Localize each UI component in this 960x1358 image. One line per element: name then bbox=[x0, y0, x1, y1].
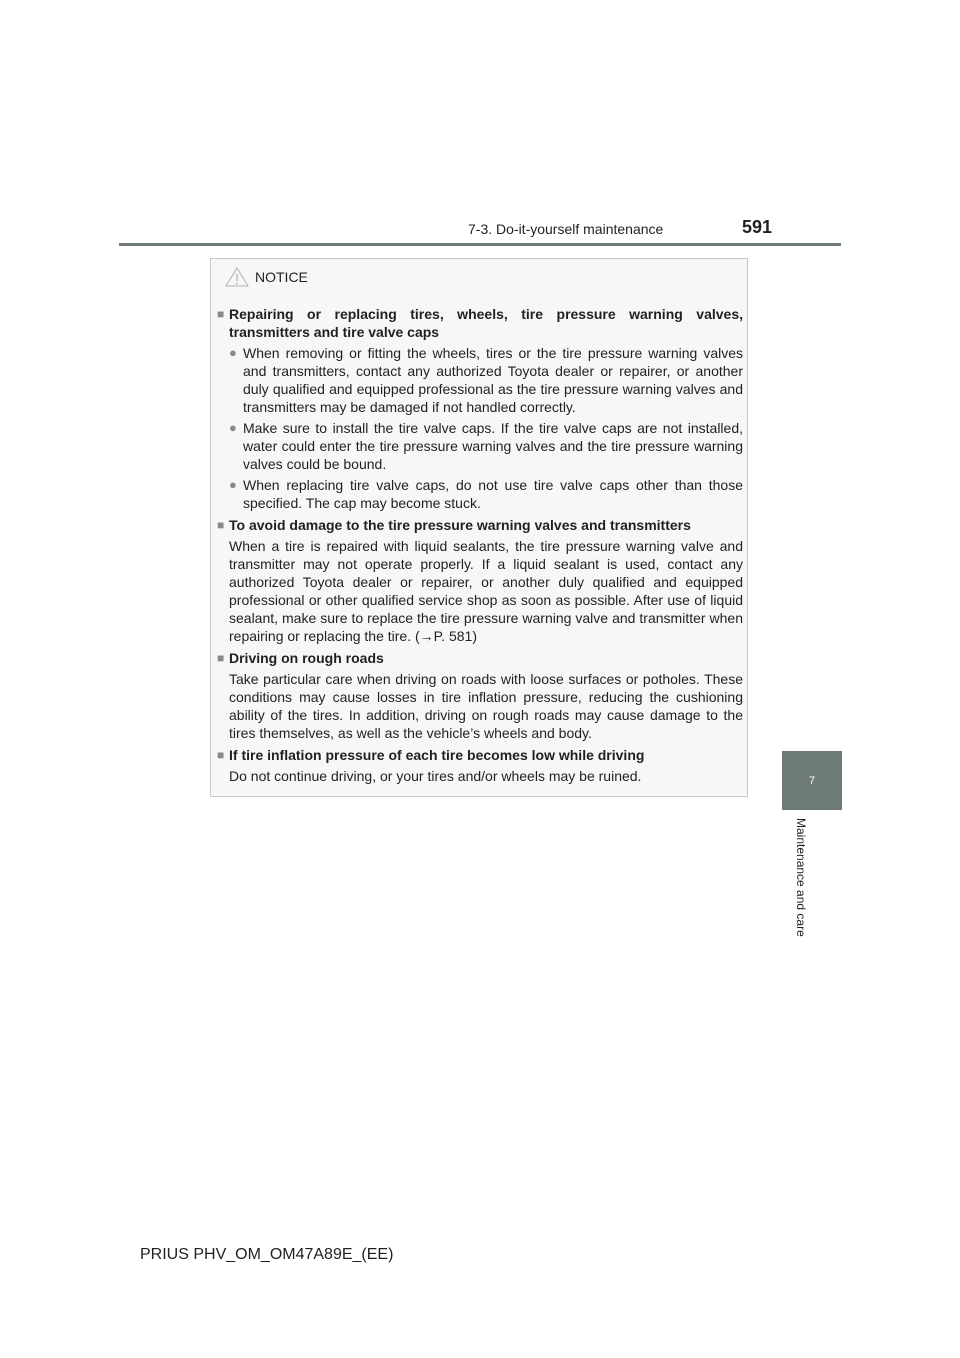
notice-content bbox=[217, 301, 743, 785]
list-item-text: Make sure to install the tire valve caps. If the tire valve caps are not installed, water could enter the tire pressure warning valves and the tire pressure warning valves could be bound. bbox=[243, 420, 743, 472]
section-title bbox=[217, 516, 743, 534]
section-title-text: If tire inflation pressure of each tire becomes low while driving bbox=[229, 747, 645, 763]
list-item bbox=[217, 476, 743, 512]
circle-bullet-icon: ● bbox=[229, 420, 237, 435]
header-rule bbox=[119, 243, 841, 246]
square-bullet-icon: ■ bbox=[217, 518, 225, 532]
section-paragraph: Do not continue driving, or your tires and/or wheels may be ruined. bbox=[229, 768, 642, 784]
notice-title: NOTICE bbox=[255, 269, 308, 285]
section-title bbox=[217, 649, 743, 667]
header-section-title: 7-3. Do-it-yourself maintenance bbox=[468, 221, 664, 237]
list-item bbox=[217, 419, 743, 473]
notice-box bbox=[210, 258, 748, 797]
footer-doc-id: PRIUS PHV_OM_OM47A89E_(EE) bbox=[140, 1246, 394, 1263]
page-number: 591 bbox=[742, 217, 773, 237]
square-bullet-icon: ■ bbox=[217, 651, 225, 665]
circle-bullet-icon: ● bbox=[229, 477, 237, 492]
square-bullet-icon: ■ bbox=[217, 748, 225, 762]
list-item bbox=[217, 344, 743, 416]
list-item-text: When removing or fitting the wheels, tires or the tire pressure warning valves and transmitters, contact any authorized Toyota dealer or repairer, or another duly qualified and equipped professional as the tire pressure warning valves and transmitters may be damaged if not handled correctly. bbox=[243, 345, 743, 415]
section-paragraph: Take particular care when driving on roads with loose surfaces or potholes. These conditions may cause losses in tire inflation pressure, reducing the cushioning ability of the tires. In addition, driving on rough roads may cause damage to the tires themselves, as well as the vehicle’s wheels and body. bbox=[229, 671, 743, 741]
section-title-text: Driving on rough roads bbox=[229, 650, 384, 666]
chapter-tab bbox=[782, 751, 842, 810]
list-item-text: When replacing tire valve caps, do not use tire valve caps other than those specified. The cap may become stuck. bbox=[243, 477, 743, 511]
circle-bullet-icon: ● bbox=[229, 345, 237, 360]
square-bullet-icon: ■ bbox=[217, 307, 225, 321]
warning-triangle-icon bbox=[225, 267, 249, 287]
section-title bbox=[217, 746, 743, 764]
chapter-label: Maintenance and care bbox=[794, 818, 808, 937]
notice-header bbox=[225, 267, 308, 287]
section-title-text: Repairing or replacing tires, wheels, tire pressure warning valves, transmitters and tire valve caps bbox=[229, 306, 743, 340]
section-title-text: To avoid damage to the tire pressure warning valves and transmitters bbox=[229, 517, 691, 533]
chapter-number: 7 bbox=[808, 774, 816, 787]
section-paragraph: When a tire is repaired with liquid sealants, the tire pressure warning valve and transmitter may not operate properly. If a liquid sealant is used, contact any authorized Toyota dealer or repairer, or another duly qualified and equipped professional or other qualified service shop as soon as possible. After use of liquid sealant, make sure to replace the tire pressure warning valve and transmitter when repairing or replacing the tire. (→P. 581) bbox=[229, 538, 743, 644]
section-title bbox=[217, 305, 743, 341]
